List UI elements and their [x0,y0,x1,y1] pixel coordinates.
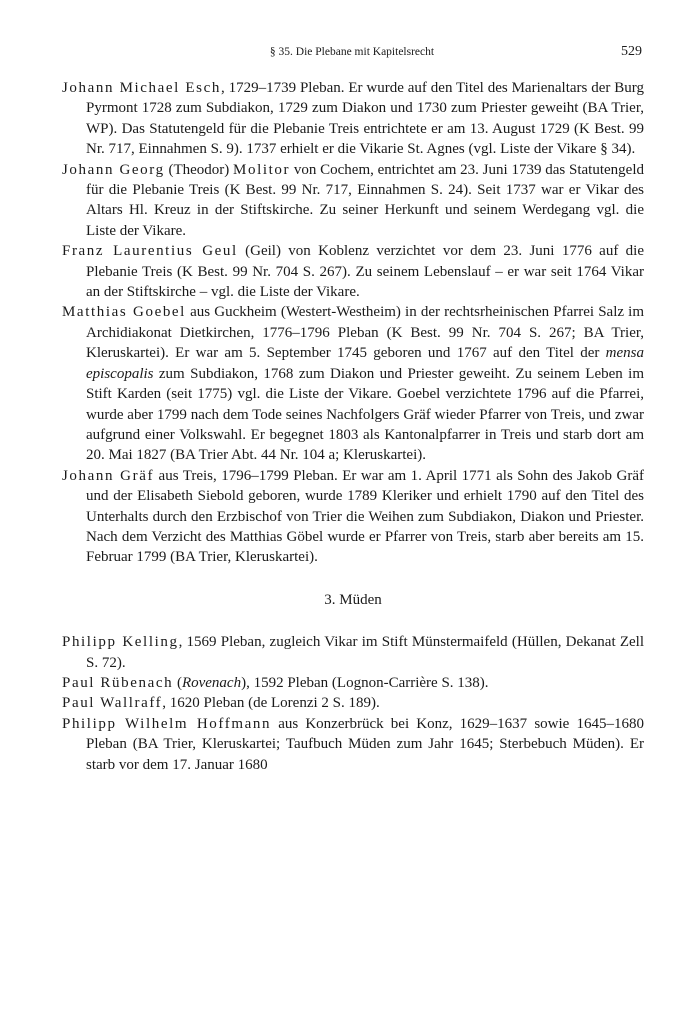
running-title: § 35. Die Plebane mit Kapitelsrecht [269,46,435,58]
entry-esch [62,78,644,160]
entry-text: (Geil) von Koblenz verzichtet vor dem 23. Juni 1776 auf die Plebanie Treis (K Best. 99 Nr. 704 S. 267). Zu seinem Lebenslauf – er war seit 1764 Vikar an der Stiftskirche – vgl. die Liste der Vikare. [86,243,645,301]
entry-text: von Cochem, entrichtet am 23. Juni 1739 das Statutengeld für die Plebanie Treis (K Best. 99 Nr. 717, Einnahmen S. 24). Seit 1737 war er Vikar des Altars Hl. Kreuz in der Stiftskirche. Zu seiner Herkunft und seinem Werdegang vgl. die Liste der Vikare. [86,161,644,239]
entry-ruebenach [62,673,644,693]
entry-name: Johann Georg [62,161,165,178]
entry-text: (Theodor) [164,161,234,178]
running-header [62,44,642,64]
entry-geul [62,241,644,302]
entry-molitor [62,160,644,242]
entry-name: Paul Wallraff [62,695,163,712]
entry-text: aus Konzerbrück bei Konz, 1629–1637 sowie 1645–1680 Pleban (BA Trier, Kleruskartei; Taufbuch Müden zum Jahr 1645; Sterbebuch Müden). Er starb vor dem 17. Januar 1680 [86,715,644,773]
entry-italic-term: mensa episcopalis [86,345,644,382]
entry-kelling [62,632,644,673]
entry-hoffmann [62,714,644,775]
page-body [62,78,644,775]
entry-name-surname: Molitor [233,161,291,178]
entry-text: aus Treis, 1796–1799 Pleban. Er war am 1. April 1771 als Sohn des Jakob Gräf und der Elisabeth Siebold geboren, wurde 1789 Kleriker und erhielt 1790 auf den Titel des Unterhalts durch den Erzbischof von Trier die Weihen zum Subdiakon, Diakon und Priester. Nach dem Verzicht des Matthias Göbel wurde er Pfarrer von Treis, starb aber bereits am 15. Februar 1799 (BA Trier, Kleruskartei). [86,467,645,566]
entry-name: Paul Rübenach [62,674,174,691]
entry-name: Philipp Kelling [62,634,179,651]
entry-name: Johann Gräf [62,467,155,484]
entry-graef [62,466,644,568]
entry-text: aus Guckheim (Westert-Westheim) in der rechtsrheinischen Pfarrei Salz im Archidiakonat Dietkirchen, 1776–1796 Pleban (K Best. 99 Nr. 704 S. 267; BA Trier, Kleruskartei). Er war am 5. September 1745 geboren und 1767 auf den Titel der [86,304,644,362]
entry-text: zum Subdiakon, 1768 zum Diakon und Priester geweiht. Zu seinem Leben im Stift Karden (seit 1775) vgl. die Liste der Vikare. Goebel verzichtete 1796 auf die Pfarrei, wurde aber 1799 nach dem Tode seines Nachfolgers Gräf wieder Pfarrer von Treis, und zwar aufgrund einer Volkswahl. Er begegnet 1803 als Kantonalpfarrer in Treis und starb dort am 20. Mai 1827 (BA Trier Abt. 44 Nr. 104 a; Kleruskartei). [86,365,644,464]
entry-goebel [62,302,644,465]
entry-text: ), 1592 Pleban (Lognon-Carrière S. 138). [241,674,489,691]
entry-italic-term: Rovenach [181,674,242,691]
page-number: 529 [621,44,642,59]
entry-name: Matthias Goebel [62,304,186,321]
entry-name: Johann Michael Esch [62,80,221,96]
entry-name: Franz Laurentius Geul [62,243,238,260]
entry-text: ( [173,674,182,691]
entry-name: Philipp Wilhelm Hoffmann [62,715,272,732]
section-heading: 3. Müden [324,591,382,608]
entry-text: , 1729–1739 Pleban. Er wurde auf den Titel des Marienaltars der Burg Pyrmont 1728 zum Subdiakon, 1729 zum Diakon und 1730 zum Priester geweiht (BA Trier, WP). Das Statutengeld für die Plebanie Treis entrichtete er am 13. August 1729 (K Best. 99 Nr. 717, Einnahmen S. 9). 1737 erhielt er die Vikarie St. Agnes (vgl. Liste der Vikare § 34). [86,80,645,158]
entry-wallraff [62,693,644,713]
entry-text: , 1569 Pleban, zugleich Vikar im Stift Münstermaifeld (Hüllen, Dekanat Zell S. 72). [86,634,645,671]
entry-text: , 1620 Pleban (de Lorenzi 2 S. 189). [162,695,380,712]
